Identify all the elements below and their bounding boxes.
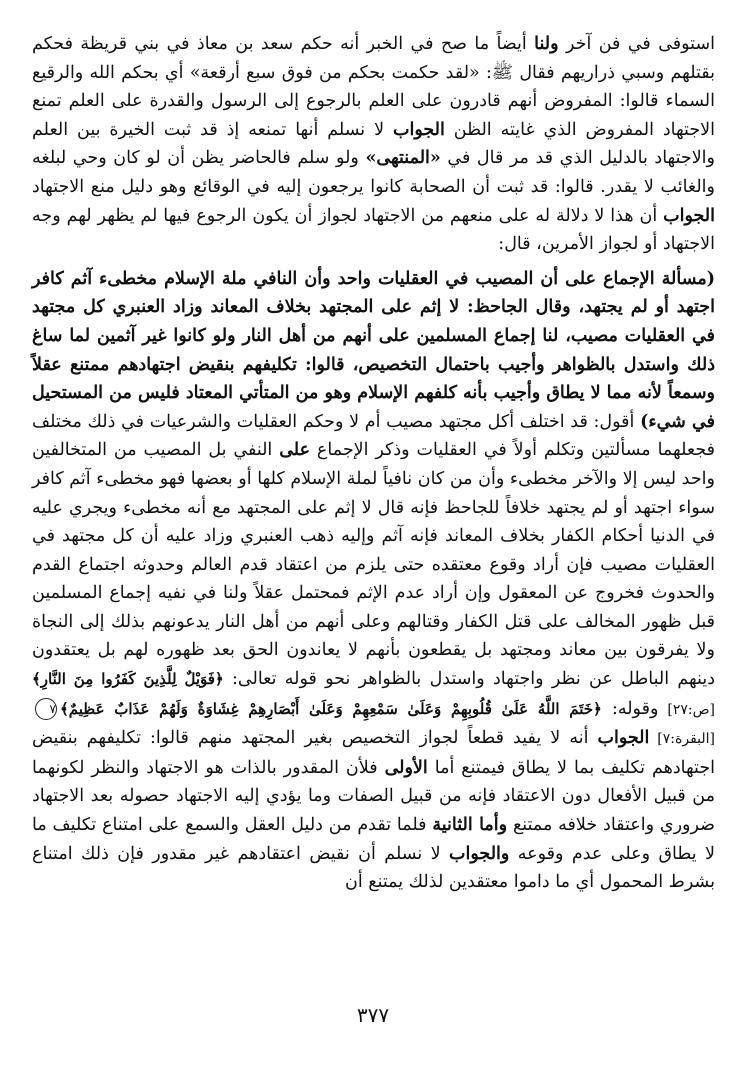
verse-reference: [ص:٢٧]	[658, 701, 715, 718]
bold-term: الجواب	[663, 205, 715, 226]
text-run: استوفى في فن آخر	[558, 34, 715, 54]
quran-verse: ﴿فَوَيْلٌ لِلَّذِينَ كَفَرُوا مِنَ النَّارِ﴾	[32, 670, 224, 689]
text-run: أن هذا لا دلالة له على منعهم من الاجتهاد لجواز أن يكون الرجوع فيها لم يظهر لهم وجه الاجتهاد أو لجواز الأمرين، قال:	[32, 205, 715, 255]
bold-term: وأما الثانية	[432, 815, 508, 836]
ayah-number-marker: ٧	[35, 698, 57, 720]
text-run: ولو سلم فالحاضر يظن أن لو كان وحي لبلغه والغائب لا يقدر. قالوا: قد ثبت أن الصحابة كانوا يرجعون إليه في الوقائع وهو دليل منع الاجتهاد	[32, 148, 715, 197]
text-run: أقول: قد اختلف أكل مجتهد مصيب أم لا وحكم العقليات والشرعيات في ذلك مختلف فجعلهما مسألتين وتكلم أولاً في العقليات وذكر الإجماع	[32, 411, 715, 461]
bold-term: الجواب	[597, 728, 650, 749]
paragraph-commentary-1	[32, 30, 715, 259]
paragraph-matn-and-commentary	[32, 265, 715, 897]
text-run: أيضاً ما صح في الخبر أنه حكم سعد بن معاذ في بني قريظة فحكم بقتلهم وسبي ذراريهم فقال ﷺ: «لقد حكمت بحكم من فوق سبع أرقعة» أي بحكم الله والرقيع السماء قالوا: المفروض أنهم قادرون على العلم بالرجوع إلى الرسول والقدرة على العلم تمنع الاجتهاد المفروض الذي غايته الظن	[32, 34, 715, 140]
text-run: النفي بل المصيب من المتخالفين واحد ليس إلا والآخر مخطىء وأن من كان نافياً لملة الإسلام كلها أو بعضها فهو مخطىء آثم كافر سواء اجتهد أو لم يجتهد خلافاً للجاحظ فإنه قال لا إثم على المجتهد مع أنه مخطىء ويجري عليه في الدنيا أحكام الكفار بخلاف المعاند فإنه آثم وإليه ذهب العنبري وزاد عليه أن كل مجتهد في العقليات مصيب فإن أراد وقوع معتقده حتى يلزم من اعتقاد قدم العالم وحدوثه اجتماع القدم والحدوث فخروج عن المعقول وإن أراد عدم الإثم فمحتمل عقلاً ولنا في نفيه إجماع المسلمين قبل ظهور المخالف على قتل الكفار وقتالهم وعلى أنهم من أهل النار يدعونهم بذلك إلى النجاة ولا يفرقون بين معاند ومجتهد بل يقطعون بأنهم لا يعاندون الحق بعد ظهوره لهم بل يعتقدون دينهم الباطل عن نظر واجتهاد واستدل بالظواهر نحو قوله تعالى:	[32, 440, 715, 690]
verse-reference: [البقرة:٧]	[649, 731, 715, 748]
text-run: لا نسلم أن نقيض اعتقادهم غير مقدور فإن ذلك امتناع بشرط المحمول أي ما داموا معتقدين لذلك يمتنع أن	[32, 843, 715, 893]
bold-term: على	[279, 440, 311, 461]
bold-term: الأولى	[384, 757, 428, 778]
bold-term: «المنتهى»	[365, 148, 441, 169]
bold-term: الجواب	[393, 119, 445, 140]
matn-text: (مسألة الإجماع على أن المصيب في العقليات واحد وأن النافي ملة الإسلام مخطىء آثم كافر اجتهد أو لم يجتهد، وقال الجاحظ: لا إثم على المجتهد بخلاف المعاند وزاد العنبري كل مجتهد في العقليات مصيب، لنا إجماع المسلمين على أنهم من أهل النار ولو كانوا غير آثمين لما ساغ ذلك واستدل بالظواهر وأجيب باحتمال التخصيص، قالوا: تكليفهم بنقيض اجتهادهم ممتنع عقلاً وسمعاً لأنه مما لا يطاق وأجيب بأنه كلفهم الإسلام وهو من المتأتي المعتاد فليس من المستحيل في شيء)	[32, 268, 715, 432]
text-run: وقوله:	[601, 698, 659, 719]
bold-term: والجواب	[449, 843, 510, 864]
text-run: فلأن المقدور بالذات هو الاجتهاد والنظر لكونهما من قبيل الأفعال دون الاعتقاد فإنه من قبيل الصفات وما يؤدي إليه الاجتهاد حصوله بعد الاجتهاد ضروري واعتقاد خلافه ممتنع	[32, 757, 715, 836]
text-run: أنه لا يفيد قطعاً لجواز التخصيص بغير المجتهد منهم قالوا: تكليفهم بنقيض اجتهادهم تكليف بما لا يطاق فيمتنع أما	[32, 728, 715, 778]
text-run: لا نسلم أنها تمنعه إذ قد ثبت الخيرة بين العلم والاجتهاد بالدليل الذي قد مر قال في	[32, 119, 715, 169]
bold-term: ولنا	[534, 34, 559, 54]
text-run: فلما تقدم من دليل العقل والسمع على امتناع تكليف ما لا يطاق وعلى عدم وقوعه	[32, 815, 715, 864]
page-number: ٣٧٧	[356, 1003, 390, 1027]
document-page	[32, 30, 715, 1070]
quran-verse: ﴿خَتَمَ اللَّهُ عَلَىٰ قُلُوبِهِمْ وَعَلَىٰ سَمْعِهِمْ وَعَلَىٰ أَبْصَارِهِمْ غِشَاوَةٌ وَلَهُمْ عَذَابٌ عَظِيمٌ﴾	[60, 699, 602, 718]
